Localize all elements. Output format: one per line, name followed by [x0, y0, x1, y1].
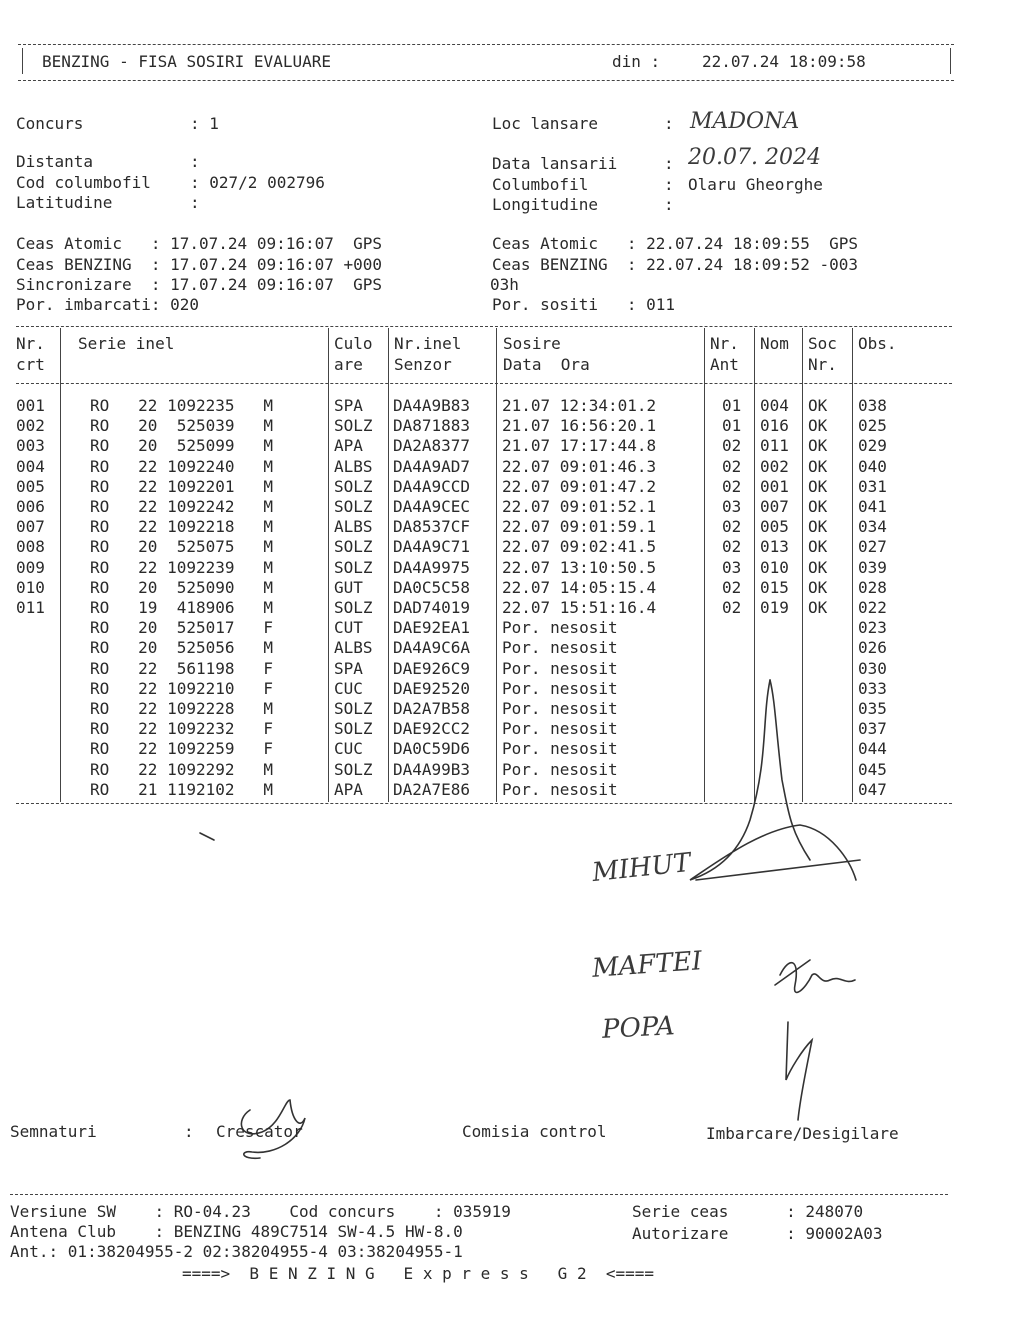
columbofil-colon: : — [664, 175, 674, 194]
cell-senzor: DA4A9C6A — [393, 638, 471, 658]
cell-obs: 023 — [858, 618, 887, 638]
cell-serie-inel: RO 19 418906 M — [90, 598, 274, 617]
cell-culoare: SOLZ — [334, 557, 373, 577]
cell-culoare: ALBS — [334, 638, 373, 658]
cell-obs: 022 — [858, 598, 887, 617]
cell-serie-inel: RO 22 1092201 M — [90, 476, 274, 496]
cell-serie-inel: RO 22 1092259 F — [90, 739, 274, 759]
footer-antena: Antena Club : BENZING 489C7514 SW-4.5 HW-8.0 — [10, 1222, 463, 1241]
cell-sosire: 21.07 16:56:20.1 — [502, 416, 657, 436]
porumbei-sositi: Por. sositi : 011 — [492, 295, 676, 314]
cell-sosire: Por. nesosit — [502, 638, 618, 658]
cell-culoare: CUC — [334, 739, 363, 759]
cell-culoare: SOLZ — [334, 416, 373, 436]
cell-obs: 040 — [858, 456, 887, 476]
pen-signatures — [200, 680, 860, 1158]
cell-senzor: DA4A99B3 — [393, 759, 471, 779]
hdr-serie-inel: Serie inel — [78, 334, 175, 353]
cell-soc: OK — [808, 557, 828, 577]
cell-obs: 039 — [858, 557, 887, 577]
cell-antena: 02 — [722, 577, 742, 597]
cell-serie-inel: RO 22 1092232 F — [90, 719, 274, 739]
cell-obs: 027 — [858, 537, 887, 557]
cell-antena: 03 — [722, 557, 742, 577]
cell-senzor: DAE92520 — [393, 678, 471, 698]
cell-culoare: SPA — [334, 396, 363, 415]
cell-sosire: 21.07 12:34:01.2 — [502, 396, 657, 415]
cell-senzor: DA2A8377 — [393, 436, 471, 456]
sincronizare: Sincronizare : 17.07.24 09:16:07 GPS — [16, 275, 383, 294]
cell-culoare: ALBS — [334, 456, 373, 476]
data-lansarii-handwritten: 20.07. 2024 — [688, 145, 821, 170]
report-title: BENZING - FISA SOSIRI EVALUARE — [42, 52, 331, 71]
cell-serie-inel: RO 20 525017 F — [90, 618, 274, 638]
cell-crt: 003 — [16, 436, 45, 456]
cell-obs: 028 — [858, 577, 887, 597]
cell-serie-inel: RO 22 1092242 M — [90, 497, 274, 516]
cell-crt: 010 — [16, 577, 45, 597]
cell-serie-inel: RO 22 1092218 M — [90, 517, 274, 537]
cell-obs: 030 — [858, 658, 887, 678]
cell-culoare: ALBS — [334, 517, 373, 537]
cell-senzor: DA2A7B58 — [393, 699, 471, 718]
cell-crt: 002 — [16, 416, 45, 436]
cell-serie-inel: RO 22 1092292 M — [90, 759, 274, 779]
loc-lansare-label: Loc lansare — [492, 114, 598, 133]
cell-antena: 03 — [722, 497, 742, 516]
cell-senzor: DA4A9CEC — [393, 497, 471, 516]
cell-soc: OK — [808, 416, 828, 436]
latitudine-label: Latitudine — [16, 193, 113, 212]
footer-versiune: Versiune SW : RO-04.23 Cod concurs : 035919 — [10, 1202, 511, 1221]
signature-name-popa: POPA — [601, 1011, 676, 1045]
cell-crt: 009 — [16, 557, 45, 577]
distanta-label: Distanta — [16, 152, 94, 171]
cell-culoare: SPA — [334, 658, 363, 678]
porumbei-imbarcati: Por. imbarcati: 020 — [16, 295, 200, 314]
cell-serie-inel: RO 21 1192102 M — [90, 779, 274, 799]
cell-senzor: DA0C5C58 — [393, 577, 471, 597]
longitudine-label: Longitudine — [492, 195, 598, 214]
cell-culoare: SOLZ — [334, 598, 373, 617]
cell-soc: OK — [808, 598, 828, 617]
cell-crt: 006 — [16, 497, 45, 516]
hdr-culoare-1: Culo — [334, 334, 373, 353]
cell-crt: 001 — [16, 396, 45, 415]
cell-senzor: DA2A7E86 — [393, 779, 471, 799]
cell-obs: 045 — [858, 759, 887, 779]
cell-culoare: SOLZ — [334, 759, 373, 779]
cell-nom: 004 — [760, 396, 789, 415]
cell-serie-inel: RO 22 1092210 F — [90, 678, 274, 698]
hdr-nr-ant-2: Ant — [710, 355, 739, 374]
cell-nom: 016 — [760, 416, 789, 436]
footer-brand-banner: ====> B E N Z I N G E x p r e s s G 2 <==== — [182, 1264, 655, 1283]
report-date-label: din : — [612, 52, 661, 71]
cell-senzor: DA4A9AD7 — [393, 456, 471, 476]
cell-antena: 01 — [722, 396, 742, 415]
cell-nom: 015 — [760, 577, 789, 597]
cell-sosire: 22.07 09:01:47.2 — [502, 476, 657, 496]
crescator-label: Crescator — [216, 1122, 303, 1141]
cell-senzor: DA4A9B83 — [393, 396, 471, 415]
signature-stroke-4 — [780, 963, 855, 993]
cell-senzor: DAE92EA1 — [393, 618, 471, 638]
hdr-soc-nr: Nr. — [808, 355, 837, 374]
signature-name-maftei: MAFTEI — [591, 946, 703, 984]
cell-obs: 044 — [858, 739, 887, 759]
cell-sosire: Por. nesosit — [502, 759, 618, 779]
loc-lansare-handwritten: MADONA — [690, 109, 800, 134]
cell-culoare: GUT — [334, 577, 363, 597]
cell-senzor: DA0C59D6 — [393, 739, 471, 759]
cod-columbofil-label: Cod columbofil — [16, 173, 151, 192]
cell-nom: 002 — [760, 456, 789, 476]
cell-culoare: SOLZ — [334, 699, 373, 718]
cell-culoare: SOLZ — [334, 719, 373, 739]
cell-obs: 041 — [858, 497, 887, 516]
hdr-sosire: Sosire — [503, 334, 561, 353]
concurs-value: : 1 — [190, 114, 219, 133]
cell-senzor: DA4A9C71 — [393, 537, 471, 557]
columbofil-value: Olaru Gheorghe — [688, 175, 823, 194]
ceas-benzing-start: Ceas BENZING : 17.07.24 09:16:07 +000 — [16, 255, 383, 274]
cell-obs: 031 — [858, 476, 887, 496]
data-lansarii-colon: : — [664, 154, 674, 173]
cell-senzor: DA4A9CCD — [393, 476, 471, 496]
distanta-value: : — [190, 152, 200, 171]
cell-crt: 007 — [16, 517, 45, 537]
cell-sosire: Por. nesosit — [502, 699, 618, 718]
cell-culoare: CUT — [334, 618, 363, 638]
cell-nom: 007 — [760, 497, 789, 516]
cell-culoare: CUC — [334, 678, 363, 698]
cell-obs: 047 — [858, 779, 887, 799]
cod-columbofil-value: : 027/2 002796 — [190, 173, 325, 192]
cell-serie-inel: RO 20 525056 M — [90, 638, 274, 658]
cell-sosire: Por. nesosit — [502, 719, 618, 739]
cell-senzor: DA871883 — [393, 416, 471, 436]
hdr-nr-ant-1: Nr. — [710, 334, 739, 353]
cell-soc: OK — [808, 436, 828, 456]
cell-culoare: APA — [334, 436, 363, 456]
cell-serie-inel: RO 22 1092235 M — [90, 396, 274, 415]
semnaturi-colon: : — [184, 1122, 194, 1141]
cell-obs: 037 — [858, 719, 887, 739]
cell-antena: 02 — [722, 598, 742, 617]
cell-crt: 011 — [16, 598, 45, 617]
report-date: 22.07.24 18:09:58 — [702, 52, 866, 71]
cell-senzor: DAE92CC2 — [393, 719, 471, 739]
hdr-nom: Nom — [760, 334, 789, 353]
signature-name-mihut: MIHUT — [590, 847, 693, 889]
concurs-label: Concurs — [16, 114, 84, 133]
cell-obs: 033 — [858, 678, 887, 698]
cell-crt: 005 — [16, 476, 45, 496]
cell-nom: 005 — [760, 517, 789, 537]
cell-antena: 02 — [722, 436, 742, 456]
cell-obs: 026 — [858, 638, 887, 658]
cell-nom: 011 — [760, 436, 789, 456]
cell-antena: 02 — [722, 456, 742, 476]
cell-sosire: Por. nesosit — [502, 678, 618, 698]
cell-soc: OK — [808, 497, 828, 516]
cell-obs: 034 — [858, 517, 887, 537]
hdr-nr-inel: Nr.inel — [394, 334, 462, 353]
cell-crt: 008 — [16, 537, 45, 557]
cell-obs: 035 — [858, 699, 887, 718]
cell-antena: 02 — [722, 537, 742, 557]
cell-soc: OK — [808, 517, 828, 537]
cell-senzor: DA4A9975 — [393, 557, 471, 577]
cell-soc: OK — [808, 476, 828, 496]
hdr-data-ora: Data Ora — [503, 355, 590, 374]
hdr-nr: Nr. — [16, 334, 45, 353]
footer-autorizare: Autorizare : 90002A03 — [632, 1224, 883, 1243]
ceas-atomic-start: Ceas Atomic : 17.07.24 09:16:07 GPS — [16, 234, 383, 253]
imbarcare-desigilare-label: Imbarcare/Desigilare — [706, 1124, 899, 1143]
cell-nom: 013 — [760, 537, 789, 557]
cell-sosire: Por. nesosit — [502, 779, 618, 799]
cell-sosire: 22.07 15:51:16.4 — [502, 598, 657, 617]
cell-serie-inel: RO 20 525099 M — [90, 436, 274, 456]
cell-serie-inel: RO 22 1092228 M — [90, 699, 274, 718]
cell-culoare: SOLZ — [334, 476, 373, 496]
cell-obs: 025 — [858, 416, 887, 436]
signature-stroke-1 — [690, 680, 856, 880]
footer-antene-list: Ant.: 01:38204955-2 02:38204955-4 03:38204955-1 — [10, 1242, 463, 1261]
cell-sosire: 22.07 13:10:50.5 — [502, 557, 657, 577]
cell-nom: 010 — [760, 557, 789, 577]
cell-crt: 004 — [16, 456, 45, 476]
cell-senzor: DAE926C9 — [393, 658, 471, 678]
hdr-crt: crt — [16, 355, 45, 374]
cell-senzor: DAD74019 — [393, 598, 471, 617]
hdr-obs: Obs. — [858, 334, 897, 353]
hdr-culoare-2: are — [334, 355, 363, 374]
cell-culoare: SOLZ — [334, 497, 373, 516]
data-lansarii-label: Data lansarii — [492, 154, 618, 173]
cell-sosire: 21.07 17:17:44.8 — [502, 436, 657, 456]
cell-serie-inel: RO 20 525090 M — [90, 577, 274, 597]
cell-serie-inel: RO 22 1092240 M — [90, 456, 274, 476]
semnaturi-label: Semnaturi — [10, 1122, 97, 1141]
cell-soc: OK — [808, 537, 828, 557]
cell-obs: 038 — [858, 396, 887, 415]
sincronizare-offset: 03h — [490, 275, 519, 294]
loc-lansare-colon: : — [664, 114, 674, 133]
cell-sosire: Por. nesosit — [502, 739, 618, 759]
cell-sosire: 22.07 09:01:46.3 — [502, 456, 657, 476]
hdr-senzor: Senzor — [394, 355, 452, 374]
latitudine-value: : — [190, 193, 200, 212]
cell-antena: 01 — [722, 416, 742, 436]
cell-serie-inel: RO 22 1092239 M — [90, 557, 274, 577]
footer-rule — [10, 1194, 948, 1195]
cell-sosire: 22.07 09:01:59.1 — [502, 517, 657, 537]
footer-serie-ceas: Serie ceas : 248070 — [632, 1202, 864, 1221]
cell-culoare: APA — [334, 779, 363, 799]
cell-sosire: 22.07 14:05:15.4 — [502, 577, 657, 597]
cell-sosire: 22.07 09:01:52.1 — [502, 497, 657, 516]
signature-stroke-5 — [775, 960, 810, 985]
signature-stroke-6 — [786, 1022, 812, 1120]
cell-soc: OK — [808, 577, 828, 597]
cell-serie-inel: RO 22 561198 F — [90, 658, 274, 678]
cell-nom: 019 — [760, 598, 789, 617]
columbofil-label: Columbofil — [492, 175, 589, 194]
cell-sosire: Por. nesosit — [502, 618, 618, 638]
cell-serie-inel: RO 20 525075 M — [90, 537, 274, 557]
ceas-atomic-end: Ceas Atomic : 22.07.24 18:09:55 GPS — [492, 234, 859, 253]
cell-soc: OK — [808, 396, 828, 415]
cell-nom: 001 — [760, 476, 789, 496]
signature-stroke-2 — [770, 680, 810, 860]
cell-culoare: SOLZ — [334, 537, 373, 557]
longitudine-value: : — [664, 195, 674, 214]
cell-serie-inel: RO 20 525039 M — [90, 416, 274, 436]
cell-sosire: Por. nesosit — [502, 658, 618, 678]
stray-mark-1 — [200, 833, 214, 840]
comisia-control-label: Comisia control — [462, 1122, 607, 1141]
hdr-soc: Soc — [808, 334, 837, 353]
cell-senzor: DA8537CF — [393, 517, 471, 537]
ceas-benzing-end: Ceas BENZING : 22.07.24 18:09:52 -003 — [492, 255, 859, 274]
cell-soc: OK — [808, 456, 828, 476]
cell-sosire: 22.07 09:02:41.5 — [502, 537, 657, 557]
cell-antena: 02 — [722, 476, 742, 496]
cell-obs: 029 — [858, 436, 887, 456]
cell-antena: 02 — [722, 517, 742, 537]
